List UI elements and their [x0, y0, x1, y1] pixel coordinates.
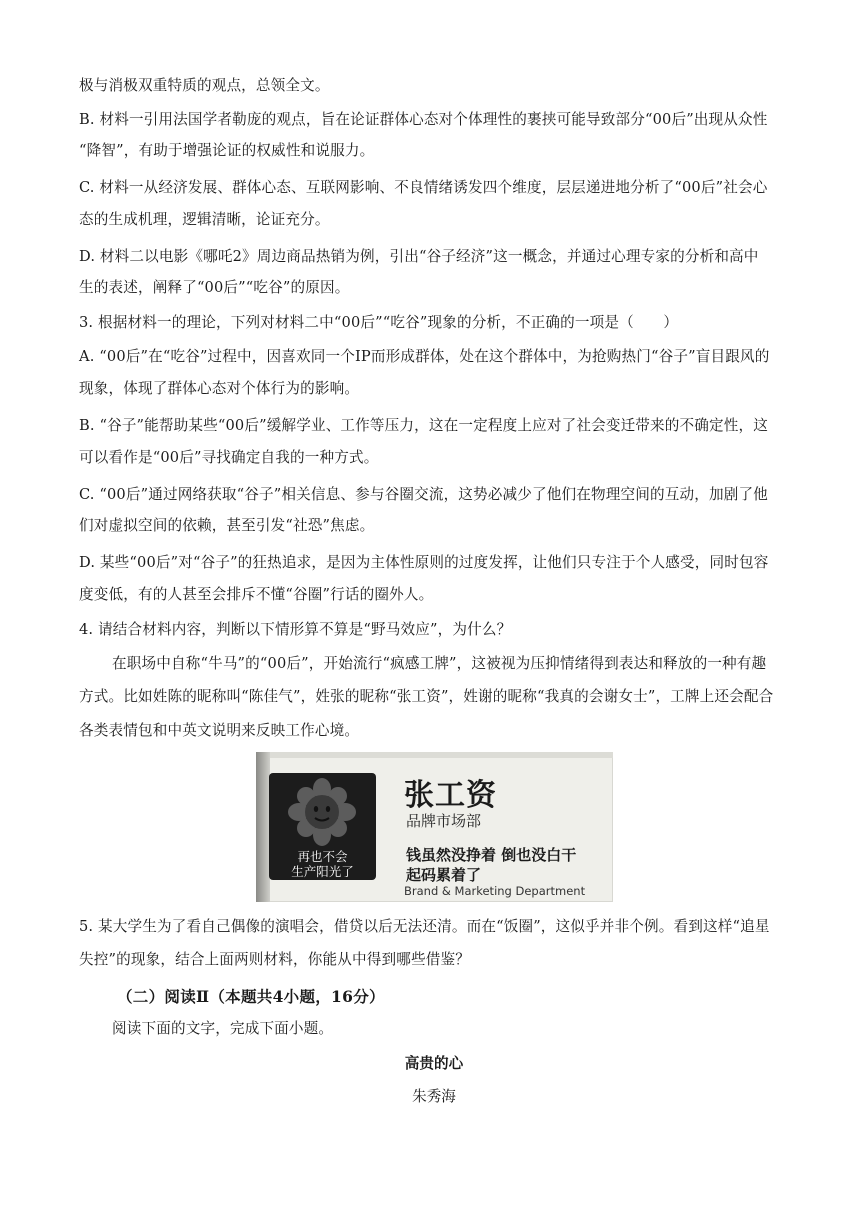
- option-b-line: B. 材料一引用法国学者勒庞的观点，旨在论证群体心态对个体理性的裹挟可能导致部分“00后”出现从众性: [79, 111, 768, 128]
- badge-department: 品牌市场部: [406, 812, 482, 830]
- text-line: 现象，体现了群体心态对个体行为的影响。: [79, 380, 360, 397]
- badge-top-strip: [270, 752, 613, 758]
- option-b-line: B. “谷子”能帮助某些“00后”缓解学业、工作等压力，这在一定程度上应对了社会变迁带来的不确定性，这: [79, 417, 769, 434]
- option-c-line: C. 材料一从经济发展、群体心态、互联网影响、不良情绪诱发四个维度，层层递进地分析了“00后”社会心: [79, 179, 768, 196]
- text-line: 生的表述，阐释了“00后”“吃谷”的原因。: [79, 279, 350, 296]
- question-5: 5. 某大学生为了看自己偶像的演唱会，借贷以后无法还清。而在“饭圈”，这似乎并非个例。看到这样“追星: [79, 918, 770, 935]
- text-line: 们对虚拟空间的依赖，甚至引发“社恐”焦虑。: [79, 517, 375, 534]
- article-author: 朱秀海: [412, 1088, 456, 1105]
- text-line: 态的生成机理，逻辑清晰，论证充分。: [79, 211, 330, 228]
- text-line: 度变低，有的人甚至会排斥不懂“谷圈”行话的圈外人。: [79, 586, 434, 603]
- question-3: 3. 根据材料一的理论，下列对材料二中“00后”“吃谷”现象的分析，不正确的一项是（ ）: [79, 314, 679, 331]
- badge-nickname: 张工资: [404, 778, 497, 813]
- reading-instruction: 阅读下面的文字，完成下面小题。: [112, 1020, 334, 1037]
- badge-edge-shadow: [256, 752, 270, 902]
- material-paragraph-line: 方式。比如姓陈的昵称叫“陈佳气”，姓张的昵称“张工资”，姓谢的昵称“我真的会谢女士”，工牌上还会配合: [79, 688, 774, 705]
- question-4: 4. 请结合材料内容，判断以下情形算不算是“野马效应”，为什么？: [79, 621, 512, 638]
- option-c-line: C. “00后”通过网络获取“谷子”相关信息、参与谷圈交流，这势必减少了他们在物理空间的互动，加剧了他: [79, 486, 768, 503]
- text-line: 失控”的现象，结合上面两则材料，你能从中得到哪些借鉴？: [79, 951, 470, 968]
- badge-photo-caption: 再也不会: [297, 849, 348, 864]
- option-a-line: A. “00后”在“吃谷”过程中，因喜欢同一个IP而形成群体，处在这个群体中，为抢购热门“谷子”盲目跟风的: [79, 348, 770, 365]
- material-paragraph-line: 各类表情包和中英文说明来反映工作心境。: [79, 722, 360, 739]
- badge-photo-caption: 生产阳光了: [291, 864, 354, 879]
- badge-slogan: 起码累着了: [406, 866, 482, 884]
- work-badge-image: [256, 752, 613, 902]
- badge-photo: [269, 773, 376, 880]
- text-line: “降智”，有助于增强论证的权威性和说服力。: [79, 142, 375, 159]
- text-line: 可以看作是“00后”寻找确定自我的一种方式。: [79, 449, 379, 466]
- material-paragraph-line: 在职场中自称“牛马”的“00后”，开始流行“疯感工牌”，这被视为压抑情绪得到表达和释放的一种有趣: [112, 655, 767, 672]
- option-d-line: D. 材料二以电影《哪吒2》周边商品热销为例，引出“谷子经济”这一概念，并通过心理专家的分析和高中: [79, 248, 759, 265]
- badge-slogan: 钱虽然没挣着 倒也没白干: [406, 846, 577, 864]
- section-heading: （二）阅读Ⅱ（本题共4小题，16分）: [117, 987, 385, 1006]
- badge-department-english: Brand & Marketing Department: [404, 884, 586, 898]
- article-title: 高贵的心: [404, 1055, 464, 1072]
- option-d-line: D. 某些“00后”对“谷子”的狂热追求，是因为主体性原则的过度发挥，让他们只专注于个人感受，同时包容: [79, 554, 769, 571]
- text-line: 极与消极双重特质的观点，总领全文。: [79, 77, 330, 94]
